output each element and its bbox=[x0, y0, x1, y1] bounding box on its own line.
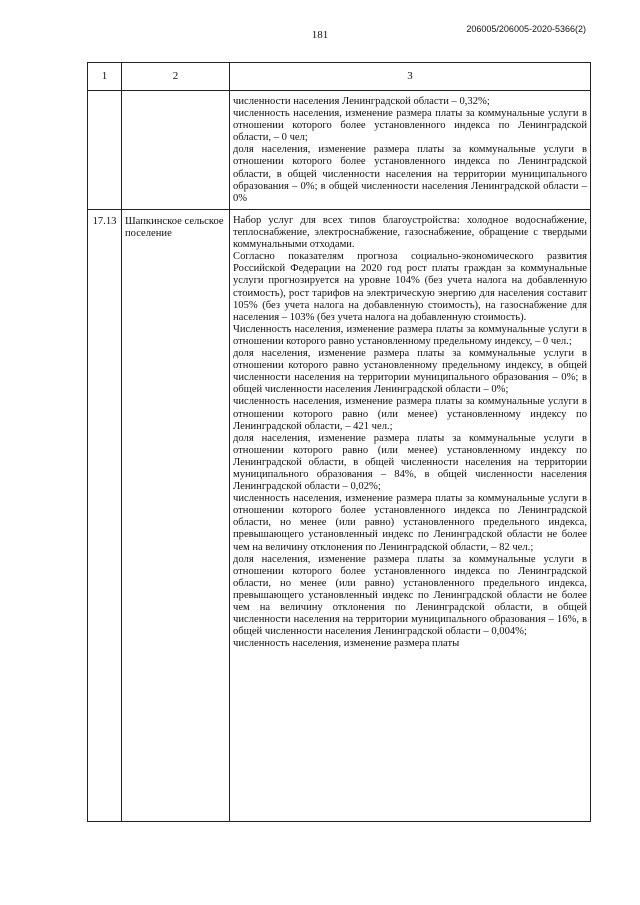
description-paragraph: Набор услуг для всех типов благоустройства: холодное водоснабжение, теплоснабжение, электроснабжение, газоснабжение, обращение с твердыми коммунальными отходами. bbox=[233, 215, 587, 251]
description-paragraph: Согласно показателям прогноза социально-экономического развития Российской Федерации на 2020 год рост платы граждан за коммунальные услуги прогнозируется на уровне 104% (без учета налога на добавленную стоимость), рост тарифов на электрическую энергию для населения составит 105% (без учета налога на добавленную стоимость), на газоснабжение для населения – 103% (без учета налога на добавленную стоимость). bbox=[233, 251, 587, 323]
header-col-3: 3 bbox=[230, 63, 591, 91]
page-number: 181 bbox=[311, 29, 329, 41]
description-paragraph: численности населения Ленинградской области – 0,32%; bbox=[233, 96, 490, 107]
description-cell bbox=[230, 91, 591, 210]
description-paragraph: численность населения, изменение размера платы за коммунальные услуги в отношении которого более установленного индекса по Ленинградской области, – 0 чел; bbox=[233, 108, 587, 144]
description-cell bbox=[230, 210, 591, 822]
description-paragraph: Численность населения, изменение размера платы за коммунальные услуги в отношении которого равно установленному предельному индексу, – 0 чел.; bbox=[233, 323, 587, 347]
table-row bbox=[88, 210, 591, 822]
document-code: 206005/206005-2020-5366(2) bbox=[466, 24, 586, 34]
utility-payment-table bbox=[87, 62, 591, 822]
description-paragraph: численность населения, изменение размера платы за коммунальные услуги в отношении которого равно (или менее) установленному индексу по Ленинградской области, – 421 чел.; bbox=[233, 396, 587, 432]
description-paragraph: доля населения, изменение размера платы за коммунальные услуги в отношении которого равно (или менее) установленному индексу по Ленинградской области, в общей численности населения на территории муниципального образования – 84%, в общей численности населения Ленинградской области – 0,02%; bbox=[233, 432, 587, 493]
header-col-2: 2 bbox=[122, 63, 230, 91]
settlement-name-cell: Шапкинское сельское поселение bbox=[122, 210, 230, 822]
description-paragraph: доля населения, изменение размера платы за коммунальные услуги в отношении которого более установленного индекса по Ленинградской области, в общей численности населения на территории муниципального образования – 0%; в общей численности населения Ленинградской области – 0% bbox=[233, 144, 587, 204]
header-col-1: 1 bbox=[88, 63, 122, 91]
table-row bbox=[88, 91, 591, 210]
description-paragraph: доля населения, изменение размера платы за коммунальные услуги в отношении которого равно установленному предельному индексу, в общей численности населения на территории муниципального образования – 0%; в общей численности населения Ленинградской области – 0%; bbox=[233, 348, 587, 396]
table-header-row bbox=[88, 63, 591, 91]
description-paragraph: численность населения, изменение размера платы bbox=[233, 638, 460, 650]
row-number-cell bbox=[88, 91, 122, 210]
row-number-cell: 17.13 bbox=[88, 210, 122, 822]
settlement-name-cell bbox=[122, 91, 230, 210]
description-paragraph: доля населения, изменение размера платы за коммунальные услуги в отношении которого более установленного индекса по Ленинградской области, но менее (или равно) установленного предельного индекса, превышающего установленный индекс по Ленинградской области не более чем на величину отклонения по Ленинградской области, в общей численности населения на территории муниципального образования – 16%, в общей численности населения Ленинградской области – 0,004%; bbox=[233, 553, 587, 638]
description-paragraph: численность населения, изменение размера платы за коммунальные услуги в отношении которого более установленного индекса по Ленинградской области, но менее (или равно) установленного предельного индекса, превышающего установленный индекс по Ленинградской области не более чем на величину отклонения по Ленинградской области, – 82 чел.; bbox=[233, 493, 587, 553]
